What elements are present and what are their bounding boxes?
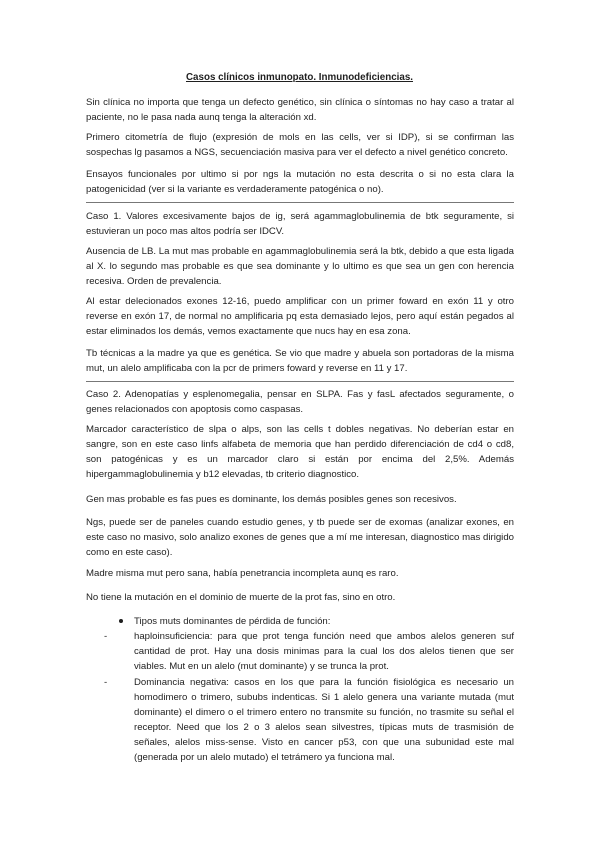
paragraph-marcador: Marcador característico de slpa o alps, son las cells t dobles negativas. No deberían estar en sangre, son en este caso linfs alfabeta de memoria que han perdido diferenciación de cd4 o cd8, son patogénicas y es un marcador claro si están por encima del 2,5%. Además hipergammaglobulinemia y b12 elevadas, tb criterio diagnostico. <box>86 424 514 480</box>
dash-marker: - <box>104 677 108 688</box>
section-divider <box>86 202 514 203</box>
section-divider <box>86 381 514 382</box>
paragraph-citometria: Primero citometría de flujo (expresión de mols en las cells, ver si IDP), si se confirman las sospechas lg pasamos a NGS, secuenciación masiva para ver el defecto a nivel genético concreto. <box>86 132 514 158</box>
bullet-dot-icon <box>119 619 123 623</box>
paragraph-intro: Sin clínica no importa que tenga un defecto genético, sin clínica o síntomas no hay caso a tratar al paciente, no le pasa nada aunq tenga la alteración xd. <box>86 97 514 123</box>
paragraph-ngs: Ngs, puede ser de paneles cuando estudio genes, y tb puede ser de exomas (analizar exones, en este caso no masivo, solo analizo exones de genes que a mí me interesan, diagnostico mas dirigido como en este caso). <box>86 517 514 558</box>
bullet-text: Tipos muts dominantes de pérdida de función: <box>134 616 331 627</box>
paragraph-caso-1: Caso 1. Valores excesivamente bajos de ig, será agammaglobulinemia de btk seguramente, si estuvieran un poco mas altos podría ser IDCV. <box>86 211 514 237</box>
document-title: Casos clínicos inmunopato. Inmunodeficiencias. <box>185 72 413 83</box>
dash-marker: - <box>104 631 108 642</box>
paragraph-madre: Tb técnicas a la madre ya que es genética. Se vio que madre y abuela son portadoras de la misma mut, un alelo amplificaba con la pcr de primers foward y reverse en 11 y 17. <box>86 348 514 374</box>
paragraph-penetrancia: Madre misma mut pero sana, había penetrancia incompleta aunq es raro. <box>86 568 399 579</box>
paragraph-ensayos: Ensayos funcionales por ultimo si por ngs la mutación no esta descrita o si no esta clara la patogenicidad (ver si la variante es verdaderamente patogénica o no). <box>86 169 514 195</box>
list-item-text: Dominancia negativa: casos en los que para la función fisiológica es necesario un homodimero o trimero, sububs indenticas. Si 1 alelo genera una variante mutada (mut dominante) el dimero o el trimero entero no transmite su función, no trasmite su señal el receptor. Need que los 2 o 3 alelos sean silvestres, típicas muts de trasmisión de señales, alelos miss-sense. Visto en cancer p53, con que una subunidad este mal (generada por un alelo mutado) el tetrámero ya funciona mal. <box>134 677 514 763</box>
paragraph-caso-2: Caso 2. Adenopatías y esplenomegalia, pensar en SLPA. Fas y fasL afectados seguramente, o genes relacionados con apoptosis como caspasas. <box>86 389 514 415</box>
paragraph-exones: Al estar delecionados exones 12-16, puedo amplificar con un primer foward en exón 11 y otro reverse en exón 17, de normal no amplificaria pq esta demasiado lejos, pero aquí están pegados al estar eliminados los demás, vemos exactamente que nucs hay en esa zona. <box>86 296 514 337</box>
paragraph-dominio: No tiene la mutación en el dominio de muerte de la prot fas, sino en otro. <box>86 592 396 603</box>
paragraph-gen-fas: Gen mas probable es fas pues es dominante, los demás posibles genes son recesivos. <box>86 494 457 505</box>
paragraph-ausencia-lb: Ausencia de LB. La mut mas probable en agammaglobulinemia será la btk, debido a que esta ligada al X. lo segundo mas probable es que sea dominante y lo ultimo es que sea un gen con herencia recesiva. Orden de prevalencia. <box>86 246 514 287</box>
list-item-text: haploinsuficiencia: para que prot tenga función need que ambos alelos generen suf cantidad de prot. Hay una dosis minimas para la cual los dos alelos tienen que ser viables. Mut en un alelo (mut dominante) y se trunca la prot. <box>134 631 514 672</box>
